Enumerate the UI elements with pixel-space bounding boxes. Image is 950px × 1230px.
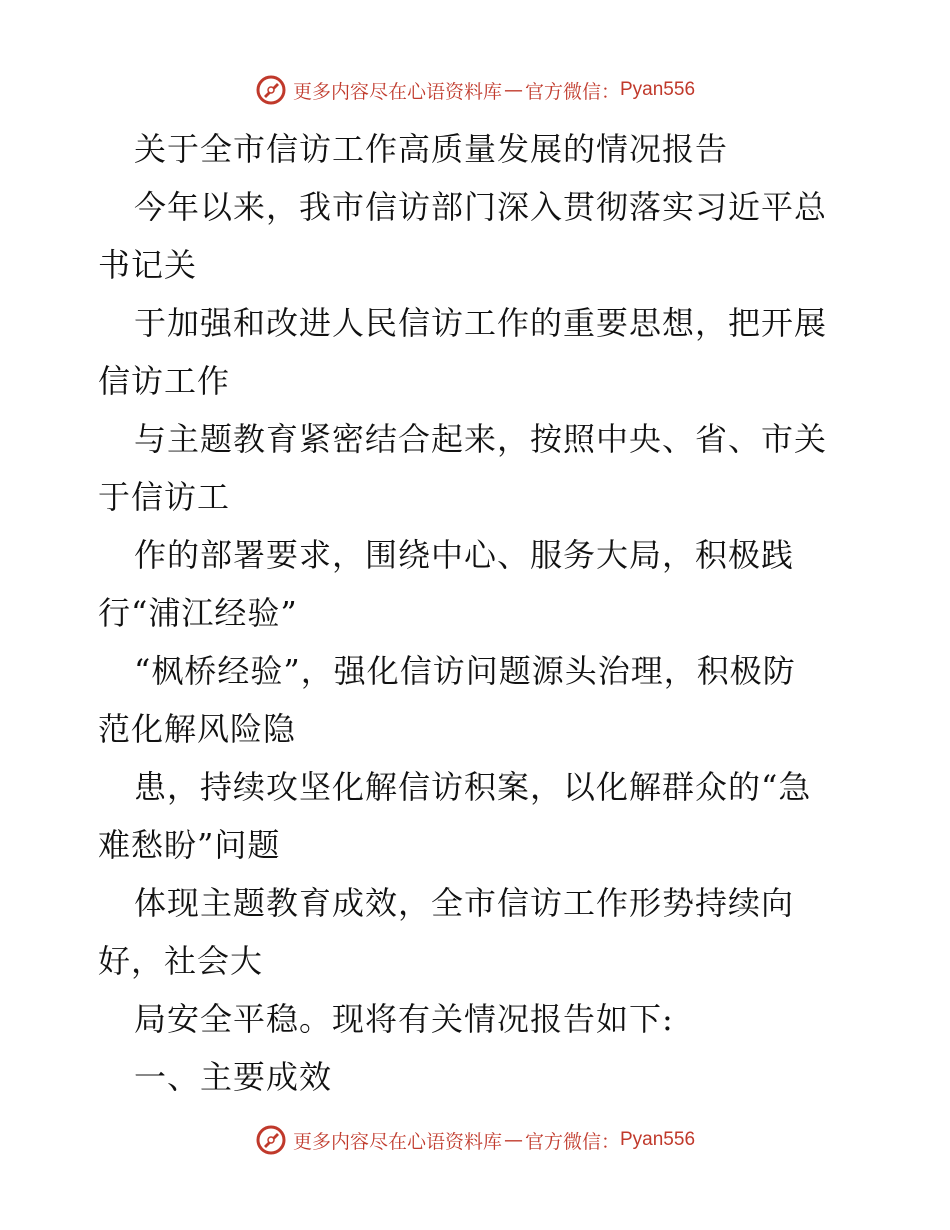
watermark-wechat-id: Pyan556 — [620, 1129, 696, 1150]
watermark-footer — [0, 1120, 950, 1160]
paragraph-line: 与主题教育紧密结合起来，按照中央、省、市关 — [134, 420, 828, 458]
paragraph-line: 作的部署要求，围绕中心、服务大局，积极践 — [134, 536, 795, 574]
paragraph-line: 患，持续攻坚化解信访积案，以化解群众的“急 — [134, 768, 812, 806]
watermark-wechat-label: 官方微信： — [524, 1130, 620, 1153]
paragraph-line: 难愁盼”问题 — [98, 826, 281, 864]
paragraph-line: 今年以来，我市信访部门深入贯彻落实习近平总 — [134, 188, 828, 226]
paragraph-line: 行“浦江经验” — [98, 594, 298, 632]
logo-icon — [255, 1124, 287, 1156]
paragraph-line: 局安全平稳。现将有关情况报告如下: — [134, 1000, 674, 1038]
watermark-wechat-id: Pyan556 — [620, 79, 696, 100]
document-body — [98, 120, 858, 1106]
watermark-separator: — — [503, 79, 523, 101]
watermark-main-text: 更多内容尽在心语资料库 — [292, 1130, 502, 1153]
paragraph-line: 好，社会大 — [98, 942, 264, 980]
section-heading: 一、主要成效 — [134, 1058, 333, 1096]
watermark-header — [0, 70, 950, 110]
document-title: 关于全市信访工作高质量发展的情况报告 — [134, 130, 729, 168]
watermark-main-text: 更多内容尽在心语资料库 — [292, 80, 502, 103]
paragraph-line: 书记关 — [98, 246, 198, 284]
paragraph-line: 信访工作 — [98, 362, 231, 400]
logo-icon — [255, 74, 287, 106]
paragraph-line: 于加强和改进人民信访工作的重要思想，把开展 — [134, 304, 828, 342]
paragraph-line: 体现主题教育成效，全市信访工作形势持续向 — [134, 884, 795, 922]
paragraph-line: 范化解风险隐 — [98, 710, 297, 748]
watermark-separator: — — [503, 1129, 523, 1151]
watermark-wechat-label: 官方微信： — [524, 80, 620, 103]
paragraph-line: “枫桥经验”，强化信访问题源头治理，积极防 — [134, 652, 796, 690]
paragraph-line: 于信访工 — [98, 478, 231, 516]
